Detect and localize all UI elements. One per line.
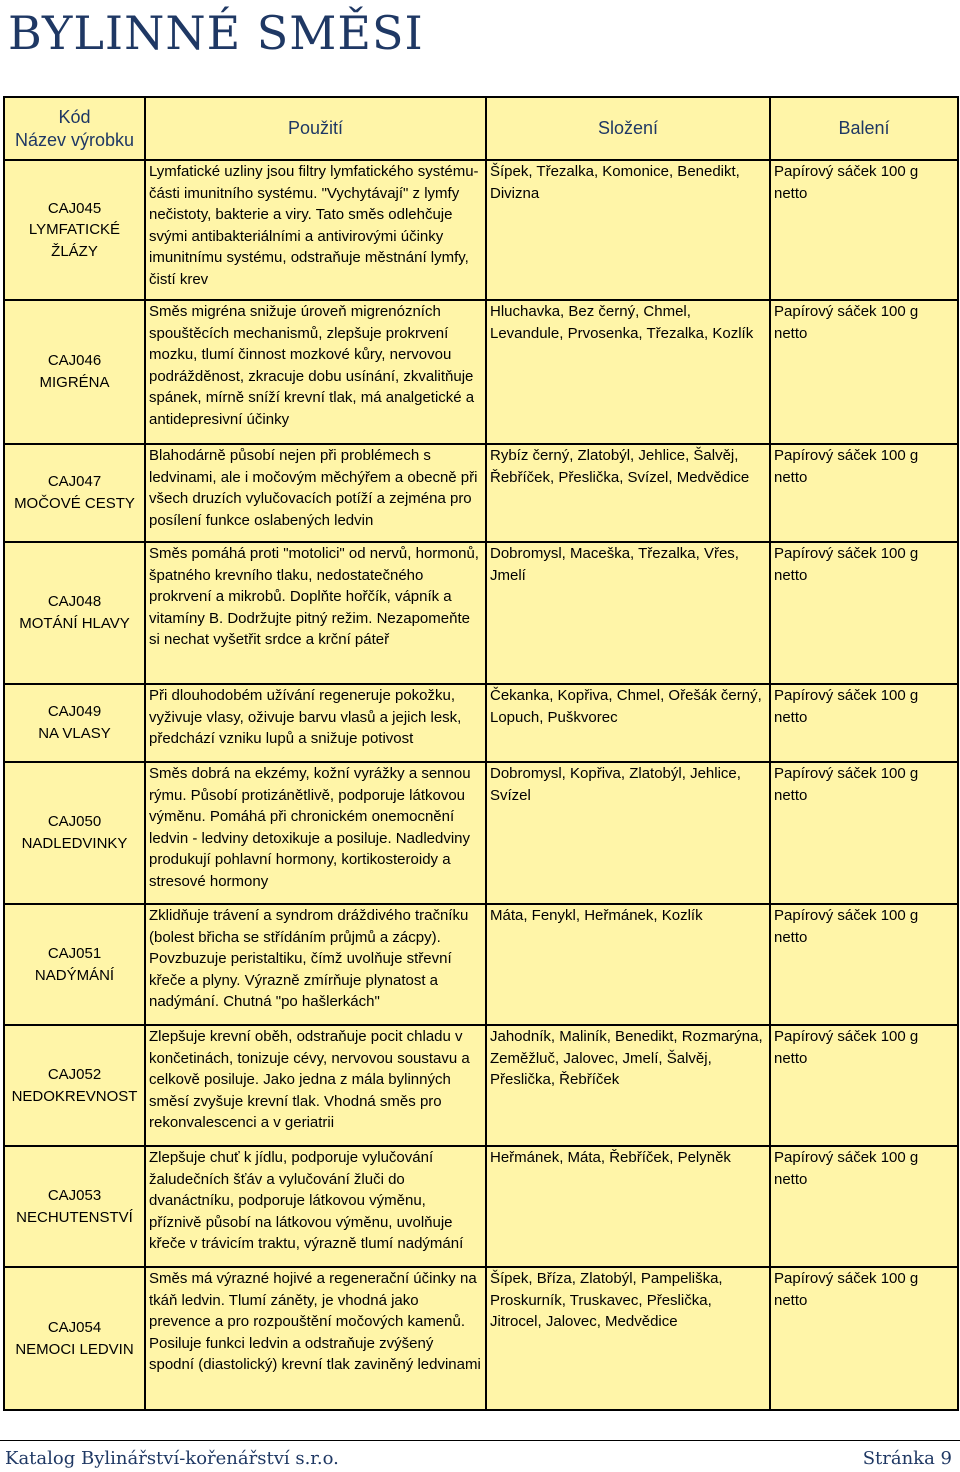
composition-cell: Dobromysl, Kopřiva, Zlatobýl, Jehlice, Svízel	[486, 762, 770, 904]
composition-cell: Dobromysl, Maceška, Třezalka, Vřes, Jmelí	[486, 542, 770, 684]
table-row	[4, 762, 958, 904]
usage-cell: Lymfatické uzliny jsou filtry lymfatického systému-části imunitního systému. "Vychytávají" z lymfy nečistoty, bakterie a viry. Tato směs odlehčuje svými antibakteriálními a antivirovými účinky imunitnímu systému, odstraňuje městnání lymfy, čistí krev	[145, 160, 486, 300]
composition-cell: Máta, Fenykl, Heřmánek, Kozlík	[486, 904, 770, 1025]
usage-cell: Zlepšuje krevní oběh, odstraňuje pocit chladu v končetinách, tonizuje cévy, nervovou soustavu a celkově posiluje. Jako jedna z mála bylinných směsí zvyšuje krevní tlak. Vhodná směs pro rekonvalescenci a v geriatrii	[145, 1025, 486, 1146]
packaging-cell: Papírový sáček 100 g netto	[770, 1025, 958, 1146]
footer-page-number: Stránka 9	[862, 1448, 952, 1469]
composition-cell: Rybíz černý, Zlatobýl, Jehlice, Šalvěj, Řebříček, Přeslička, Svízel, Medvědice	[486, 444, 770, 542]
product-name: NADÝMÁNÍ	[34, 966, 115, 984]
usage-cell: Směs dobrá na ekzémy, kožní vyrážky a sennou rýmu. Působí protizánětlivě, podporuje látkovou výměnu. Pomáhá při chronickém onemocnění ledvin - ledviny detoxikuje a posiluje. Nadledviny produkují pohlavní hormony, kortikosteroidy a stresové hormony	[145, 762, 486, 904]
header-code-name	[4, 97, 145, 160]
table-row	[4, 542, 958, 684]
header-code: Kód	[58, 106, 91, 127]
product-name: NA VLASY	[38, 725, 111, 742]
product-code-cell	[4, 160, 145, 300]
product-code-cell	[4, 1146, 145, 1267]
product-code: CAJ046	[47, 352, 102, 370]
product-code-cell	[4, 542, 145, 684]
product-code-cell	[4, 1267, 145, 1410]
packaging-cell: Papírový sáček 100 g netto	[770, 1267, 958, 1410]
packaging-cell: Papírový sáček 100 g netto	[770, 300, 958, 444]
product-name: MIGRÉNA	[39, 374, 110, 391]
product-name: NECHUTENSTVÍ	[16, 1208, 133, 1226]
composition-cell: Heřmánek, Máta, Řebříček, Pelyněk	[486, 1146, 770, 1267]
usage-cell: Zlepšuje chuť k jídlu, podporuje vylučování žaludečních šťáv a vylučování žluči do dvanáctníku, podporuje látkovou výměnu, příznivě působí na látkovou výměnu, uvolňuje křeče v trávicím traktu, výrazně tlumí nadýmání	[145, 1146, 486, 1267]
product-code: CAJ054	[47, 1318, 102, 1336]
product-name: MOTÁNÍ HLAVY	[19, 615, 130, 632]
table-row	[4, 300, 958, 444]
table-row	[4, 904, 958, 1025]
product-code: CAJ049	[47, 703, 102, 721]
usage-cell: Směs má výrazné hojivé a regenerační účinky na tkáň ledvin. Tlumí záněty, je vhodná jako prevence a pro rozpouštění močových kamenů. Posiluje funkci ledvin a odstraňuje zvýšený spodní (diastolický) krevní tlak zaviněný ledvinami	[145, 1267, 486, 1410]
packaging-cell: Papírový sáček 100 g netto	[770, 904, 958, 1025]
packaging-cell: Papírový sáček 100 g netto	[770, 444, 958, 542]
product-code: CAJ053	[47, 1186, 102, 1204]
product-code: CAJ045	[47, 199, 102, 217]
usage-cell: Zklidňuje trávení a syndrom dráždivého tračníku (bolest břicha se střídáním průjmů a zácpy). Povzbuzuje peristaltiku, čímž uvolňuje střevní křeče a plyny. Výrazně zmírňuje plynatost a nadýmání. Chutná "po hašlerkách"	[145, 904, 486, 1025]
packaging-cell: Papírový sáček 100 g netto	[770, 684, 958, 762]
header-usage: Použití	[145, 97, 486, 160]
table-row	[4, 160, 958, 300]
header-product-name: Název výrobku	[14, 129, 135, 150]
packaging-cell: Papírový sáček 100 g netto	[770, 762, 958, 904]
table-row	[4, 1146, 958, 1267]
product-code: CAJ052	[47, 1065, 102, 1083]
table-header-row	[4, 97, 958, 160]
product-code-cell	[4, 1025, 145, 1146]
composition-cell: Šípek, Bříza, Zlatobýl, Pampeliška, Proskurník, Truskavec, Přeslička, Jitrocel, Jalovec, Medvědice	[486, 1267, 770, 1410]
table-row	[4, 684, 958, 762]
page-title: BYLINNÉ SMĚSI	[8, 6, 424, 60]
header-packaging: Balení	[770, 97, 958, 160]
product-code: CAJ050	[47, 813, 102, 831]
usage-cell: Při dlouhodobém užívání regeneruje pokožku, vyživuje vlasy, oživuje barvu vlasů a jejich lesk, předchází vzniku lupů a snižuje potivost	[145, 684, 486, 762]
footer-divider	[0, 1440, 960, 1441]
product-name: LYMFATICKÉ ŽLÁZY	[28, 221, 121, 260]
product-name: MOČOVÉ CESTY	[14, 495, 135, 512]
product-code: CAJ048	[47, 593, 102, 611]
product-code: CAJ051	[47, 944, 102, 962]
composition-cell: Šípek, Třezalka, Komonice, Benedikt, Divizna	[486, 160, 770, 300]
header-composition: Složení	[486, 97, 770, 160]
composition-cell: Hluchavka, Bez černý, Chmel, Levandule, Prvosenka, Třezalka, Kozlík	[486, 300, 770, 444]
packaging-cell: Papírový sáček 100 g netto	[770, 1146, 958, 1267]
product-code-cell	[4, 904, 145, 1025]
product-table	[3, 96, 959, 1411]
packaging-cell: Papírový sáček 100 g netto	[770, 160, 958, 300]
usage-cell: Směs migréna snižuje úroveň migrenózních spouštěcích mechanismů, zlepšuje prokrvení mozku, tlumí činnost mozkové kůry, nervovou podrážděnost, zkracuje dobu usínání, zkvalitňuje spánek, mírně sníží krevní tlak, má analgetické a antidepresivní účinky	[145, 300, 486, 444]
product-name: NADLEDVINKY	[21, 835, 128, 852]
packaging-cell: Papírový sáček 100 g netto	[770, 542, 958, 684]
product-code: CAJ047	[47, 473, 102, 491]
product-code-cell	[4, 300, 145, 444]
table-row	[4, 1025, 958, 1146]
table-row	[4, 1267, 958, 1410]
product-code-cell	[4, 684, 145, 762]
usage-cell: Blahodárně působí nejen při problémech s ledvinami, ale i močovým měchýřem a obecně při všech druzích vylučovacích potíží a zejména pro posílení funkce oslabených ledvin	[145, 444, 486, 542]
product-code-cell	[4, 444, 145, 542]
footer-company: Katalog Bylinářství-kořenářství s.r.o.	[5, 1448, 339, 1469]
product-name: NEMOCI LEDVIN	[15, 1340, 134, 1358]
composition-cell: Jahodník, Maliník, Benedikt, Rozmarýna, Zeměžluč, Jalovec, Jmelí, Šalvěj, Přeslička, Řebříček	[486, 1025, 770, 1146]
product-name: NEDOKREVNOST	[11, 1087, 138, 1105]
product-code-cell	[4, 762, 145, 904]
table-row	[4, 444, 958, 542]
usage-cell: Směs pomáhá proti "motolici" od nervů, hormonů, špatného krevního tlaku, nedostatečného prokrvení a mikrobů. Doplňte hořčík, vápník a vitamíny B. Dodržujte pitný režim. Nezapomeňte si nechat vyšetřit srdce a krční páteř	[145, 542, 486, 684]
composition-cell: Čekanka, Kopřiva, Chmel, Ořešák černý, Lopuch, Puškvorec	[486, 684, 770, 762]
